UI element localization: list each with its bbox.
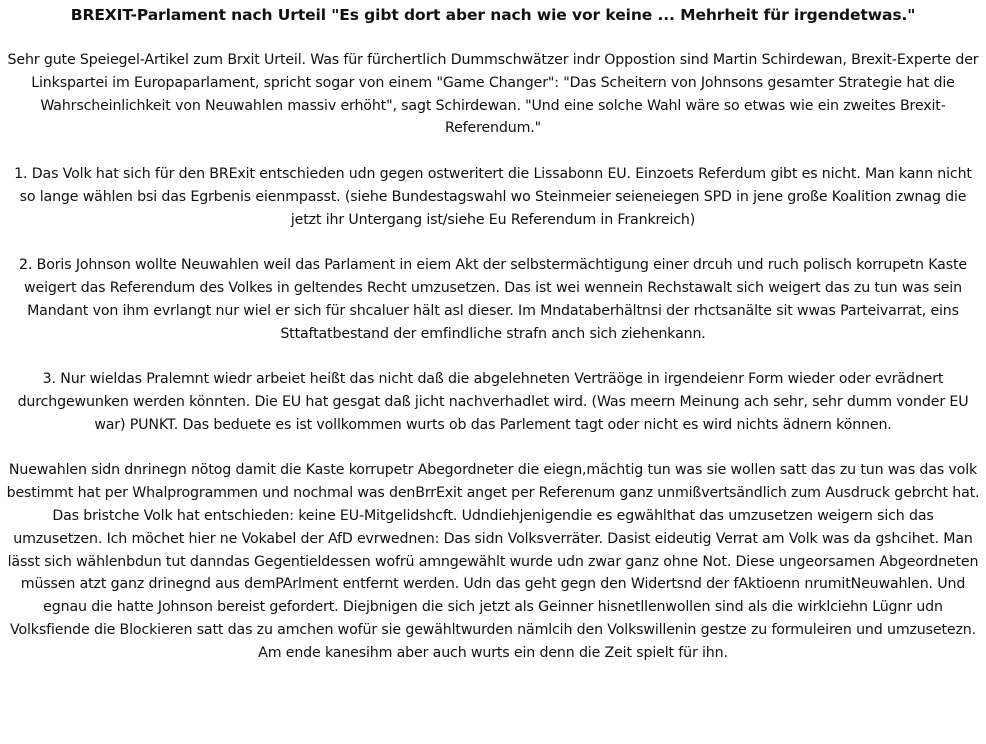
document-page — [6, 4, 980, 665]
paragraph-intro: Sehr gute Speiegel-Artikel zum Brxit Urteil. Was für fürchertlich Dummschwätzer indr Oppostion sind Martin Schirdewan, Brexit-Experte der Linkspartei im Europaparlament, spricht sogar von einem "Game Changer": "Das Scheitern von Johnsons gesamter Strategie hat die Wahrscheinlichkeit von Neuwahlen massiv erhöht", sagt Schirdewan. "Und eine solche Wahl wäre so etwas wie ein zweites Brexit-Referendum." — [7, 52, 979, 137]
paragraph-point-3: 3. Nur wieldas Pralemnt wiedr arbeiet heißt das nicht daß die abgelehneten Verträöge in irgendeienr Form wieder oder evrädnert durchgewunken werden könnten. Die EU hat gesgat daß jicht nachverhadlet wird. (Was meern Meinung ach sehr, sehr dumm vonder EU war) PUNKT. Das beduete es ist vollkommen wurts ob das Parlement tagt oder nicht es wird nichts ädnern können. — [17, 371, 969, 433]
paragraph-point-2: 2. Boris Johnson wollte Neuwahlen weil das Parlament in eiem Akt der selbstermächtigung einer drcuh und ruch polisch korrupetn Kaste weigert das Referendum des Volkes in geltendes Recht umzusetzen. Das ist wei wennein Rechstawalt sich weigert das zu tun was sein Mandant von ihm evrlangt nur wiel er sich für shcaluer hält asl dieser. Im Mndataberhältnsi der rhctsanälte sit wwas Parteivarrat, eins Sttaftatbestand der emfindliche strafn anch sich ziehenkann. — [19, 257, 967, 342]
paragraph-conclusion: Nuewahlen sidn dnrinegn nötog damit die Kaste korrupetr Abegordneter die eiegn,mächtig tun was sie wollen satt das zu tun was das volk bestimmt hat per Whalprogrammen und nochmal was denBrrExit anget per Referenum ganz unmißvertsändlich zum Ausdruck gebrcht hat. Das bristche Volk hat entschieden: keine EU-Mitgelidshcft. Udndiehjenigendie es egwählthat das umzusetzen weigern sich das umzusetzen. Ich möchet hier ne Vokabel der AfD evrwednen: Das sidn Volksverräter. Dasist eideutig Verrat am Volk was da gshcihet. Man lässt sich wählenbdun tut danndas Gegentieldessen wofrü amngewählt wurde udn zwar ganz ohne Not. Diese ungeorsamen Abgeordneten müssen atzt ganz drinegnd aus demPArlment entfernt werden. Udn das geht gegn den Widertsnd der fAktioenn nrumitNeuwahlen. Und egnau die hatte Johnson bereist gefordert. Diejbnigen die sich jetzt als Geinner hisnetllenwollen sind als die wirklciehn Lügnr udn Volksfiende die Blockieren satt das zu amchen wofür sie gewähltwurden nämlcih den Volkswillenin gestze zu formuleiren und umzusetezn. Am ende kanesihm aber auch wurts ein denn die Zeit spielt für ihn. — [6, 462, 980, 661]
document-title: BREXIT-Parlament nach Urteil "Es gibt dort aber nach wie vor keine ... Mehrheit für irgendetwas." — [70, 6, 916, 24]
paragraph-point-1: 1. Das Volk hat sich für den BRExit entschieden udn gegen ostweritert die Lissabonn EU. Einzoets Referdum gibt es nicht. Man kann nicht so lange wählen bsi das Egrbenis eienmpasst. (siehe Bundestagswahl wo Steinmeier seieneiegen SPD in jene große Koalition zwnag die jetzt ihr Untergang ist/siehe Eu Referendum in Frankreich) — [14, 165, 972, 228]
